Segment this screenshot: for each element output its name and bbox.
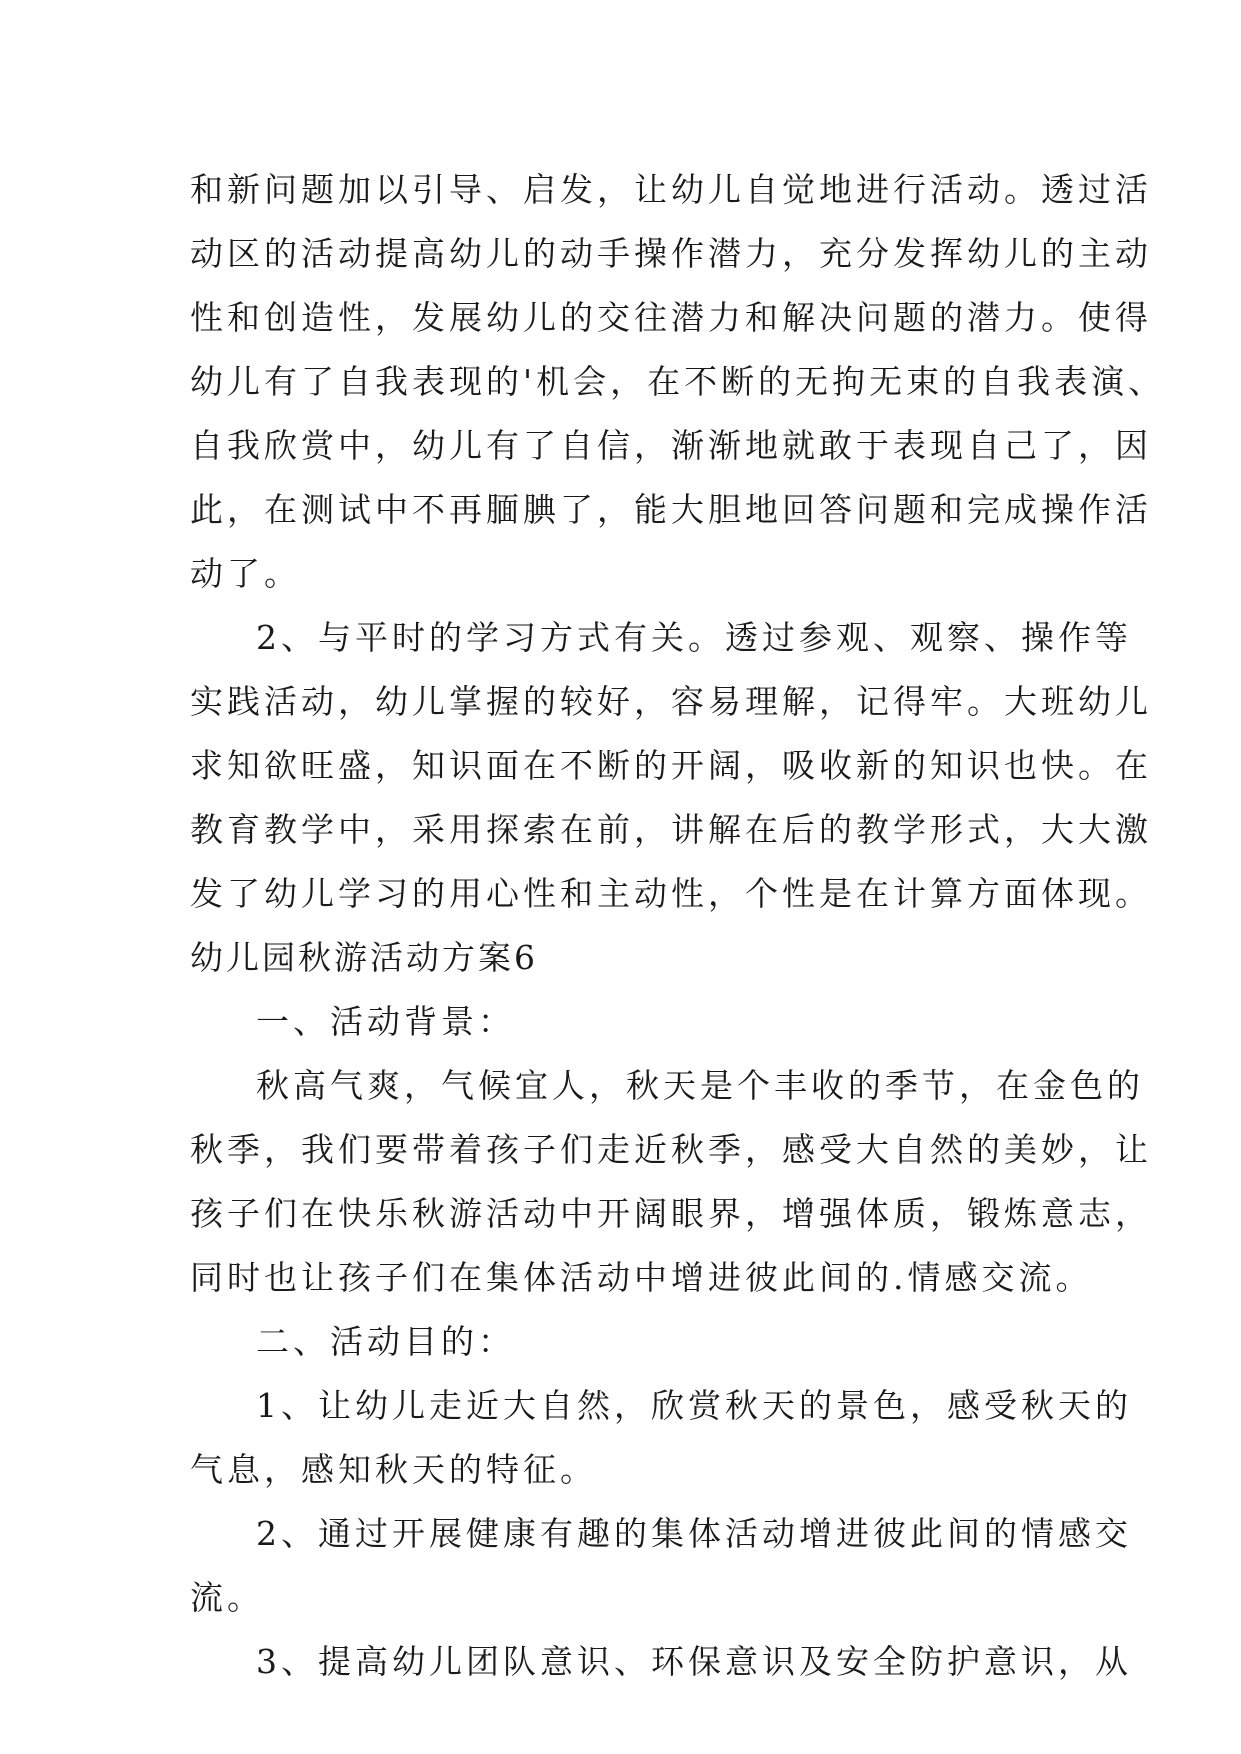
paragraph-line: 自我欣赏中，幼儿有了自信，渐渐地就敢于表现自己了，因 [190,426,1152,465]
goal-item-line: 1、让幼儿走近大自然，欣赏秋天的景色，感受秋天的 [256,1386,1132,1425]
document-body [190,158,1166,1694]
paragraph-line: 和新问题加以引导、启发，让幼儿自觉地进行活动。透过活 [190,170,1152,209]
goal-item-line: 3、提高幼儿团队意识、环保意识及安全防护意识，从 [256,1642,1132,1681]
section-title: 幼儿园秋游活动方案6 [190,938,538,977]
paragraph-line: 幼儿有了自我表现的'机会，在不断的无拘无束的自我表演、 [190,362,1166,401]
paragraph-line: 2、与平时的学习方式有关。透过参观、观察、操作等 [256,618,1132,657]
paragraph-line: 动区的活动提高幼儿的动手操作潜力，充分发挥幼儿的主动 [190,234,1152,273]
goal-item-line: 气息，感知秋天的特征。 [190,1450,597,1489]
paragraph-line: 性和创造性，发展幼儿的交往潜力和解决问题的潜力。使得 [190,298,1152,337]
heading-background: 一、活动背景： [256,1002,515,1041]
paragraph-line: 秋季，我们要带着孩子们走近秋季，感受大自然的美妙，让 [190,1130,1152,1169]
goal-item-line: 流。 [190,1578,264,1617]
heading-goals: 二、活动目的： [256,1322,515,1361]
goal-item-line: 2、通过开展健康有趣的集体活动增进彼此间的情感交 [256,1514,1132,1553]
paragraph-line: 发了幼儿学习的用心性和主动性，个性是在计算方面体现。 [190,874,1152,913]
paragraph-line: 秋高气爽，气候宜人，秋天是个丰收的季节，在金色的 [256,1066,1144,1105]
paragraph-line: 求知欲旺盛，知识面在不断的开阔，吸收新的知识也快。在 [190,746,1152,785]
paragraph-line: 此，在测试中不再腼腆了，能大胆地回答问题和完成操作活 [190,490,1152,529]
paragraph-line: 教育教学中，采用探索在前，讲解在后的教学形式，大大激 [190,810,1152,849]
paragraph-line: 实践活动，幼儿掌握的较好，容易理解，记得牢。大班幼儿 [190,682,1152,721]
paragraph-line: 动了。 [190,554,301,593]
paragraph-line: 孩子们在快乐秋游活动中开阔眼界，增强体质，锻炼意志， [190,1194,1152,1233]
paragraph-line: 同时也让孩子们在集体活动中增进彼此间的.情感交流。 [190,1258,1093,1297]
